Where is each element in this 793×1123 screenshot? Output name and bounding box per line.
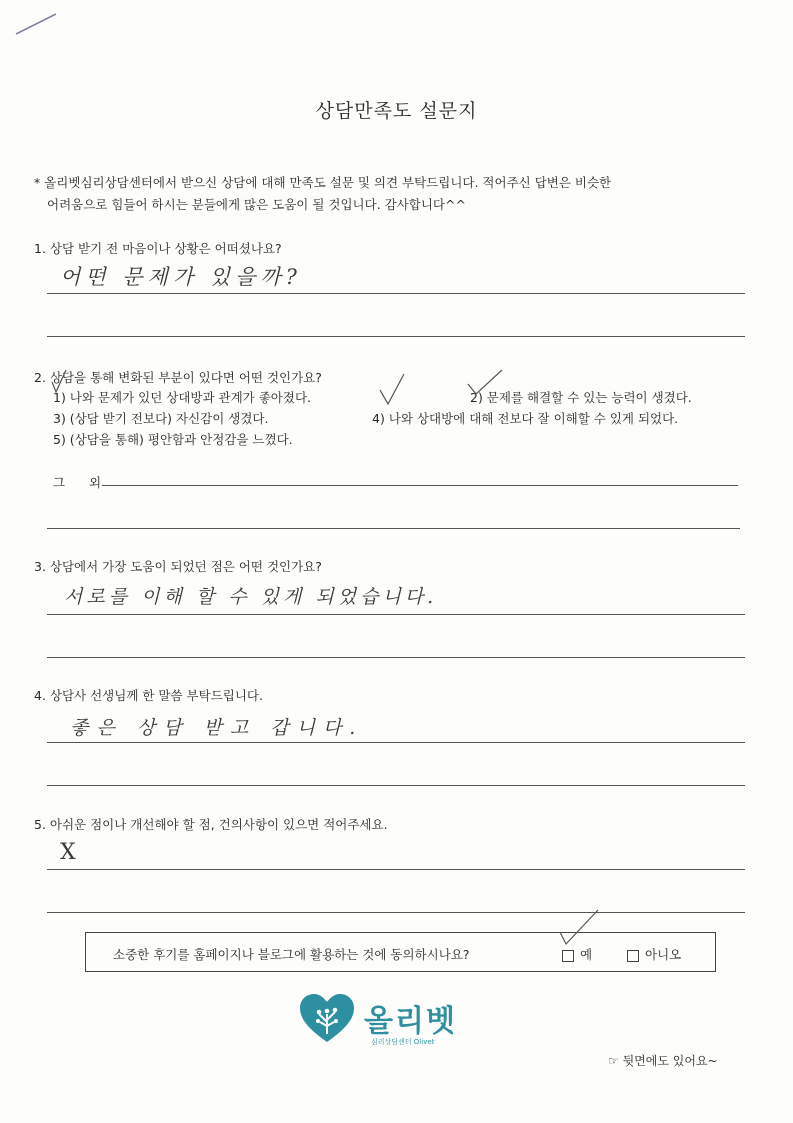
check-marks xyxy=(40,360,760,420)
check-mark-icon xyxy=(560,910,598,944)
answer-line xyxy=(47,742,745,743)
intro-line-2: 어려움으로 힘들어 하시는 분들에게 많은 도움이 될 것입니다. 감사합니다^^ xyxy=(47,197,466,212)
page-title: 상담만족도 설문지 xyxy=(315,100,478,122)
consent-question: 소중한 후기를 홈페이지나 블로그에 활용하는 것에 동의하시나요? xyxy=(113,947,470,962)
checkbox-icon[interactable] xyxy=(562,950,574,962)
option-3[interactable]: 3) (상담 받기 전보다) 자신감이 생겼다. xyxy=(53,411,269,426)
answer-line xyxy=(47,657,745,658)
logo-heart-icon xyxy=(298,992,356,1044)
answer-5[interactable]: X xyxy=(60,840,81,865)
staple-mark xyxy=(12,10,62,40)
question-2: 2. 상담을 통해 변화된 부분이 있다면 어떤 것인가요? xyxy=(34,370,322,385)
check-mark-icon xyxy=(52,370,66,392)
answer-line xyxy=(47,528,740,529)
question-4: 4. 상담사 선생님께 한 말씀 부탁드립니다. xyxy=(34,688,263,703)
consent-no[interactable] xyxy=(627,945,681,963)
checkbox-icon[interactable] xyxy=(627,950,639,962)
question-1: 1. 상담 받기 전 마음이나 상황은 어떠셨나요? xyxy=(34,241,282,256)
consent-no-label: 아니오 xyxy=(645,947,682,962)
answer-3[interactable]: 서로를 이해 할 수 있게 되었습니다. xyxy=(64,586,438,608)
answer-1[interactable]: 어떤 문제가 있을까? xyxy=(60,265,302,289)
answer-line xyxy=(47,293,745,294)
check-mark-icon xyxy=(468,370,502,394)
answer-line xyxy=(47,869,745,870)
check-mark-icon xyxy=(380,374,404,404)
other-line[interactable] xyxy=(102,485,738,486)
other-label: 그 외 xyxy=(53,475,112,490)
question-5: 5. 아쉬운 점이나 개선해야 할 점, 건의사항이 있으면 적어주세요. xyxy=(34,817,388,832)
answer-line xyxy=(47,912,745,913)
yes-check xyxy=(556,904,606,948)
logo-subtitle: 심리상담센터 Olivet xyxy=(371,1038,435,1046)
consent-yes-label: 예 xyxy=(580,947,593,962)
answer-line xyxy=(47,336,745,337)
back-page-note: ☞ 뒷면에도 있어요~ xyxy=(608,1054,718,1068)
answer-line xyxy=(47,614,745,615)
answer-line xyxy=(47,785,745,786)
option-4[interactable]: 4) 나와 상대방에 대해 전보다 잘 이해할 수 있게 되었다. xyxy=(372,411,679,426)
option-2[interactable]: 2) 문제를 해결할 수 있는 능력이 생겼다. xyxy=(470,390,692,405)
option-1[interactable]: 1) 나와 문제가 있던 상대방과 관계가 좋아졌다. xyxy=(53,390,311,405)
logo-name: 올리벳 xyxy=(364,1004,457,1039)
answer-4[interactable]: 좋은 상담 받고 갑니다. xyxy=(70,717,364,739)
intro-line-1: * 올리벳심리상담센터에서 받으신 상담에 대해 만족도 설문 및 의견 부탁드립니다. 적어주신 답변은 비슷한 xyxy=(34,175,612,190)
question-3: 3. 상담에서 가장 도움이 되었던 점은 어떤 것인가요? xyxy=(34,559,322,574)
option-5[interactable]: 5) (상담을 통해) 평안함과 안정감을 느꼈다. xyxy=(53,432,293,447)
